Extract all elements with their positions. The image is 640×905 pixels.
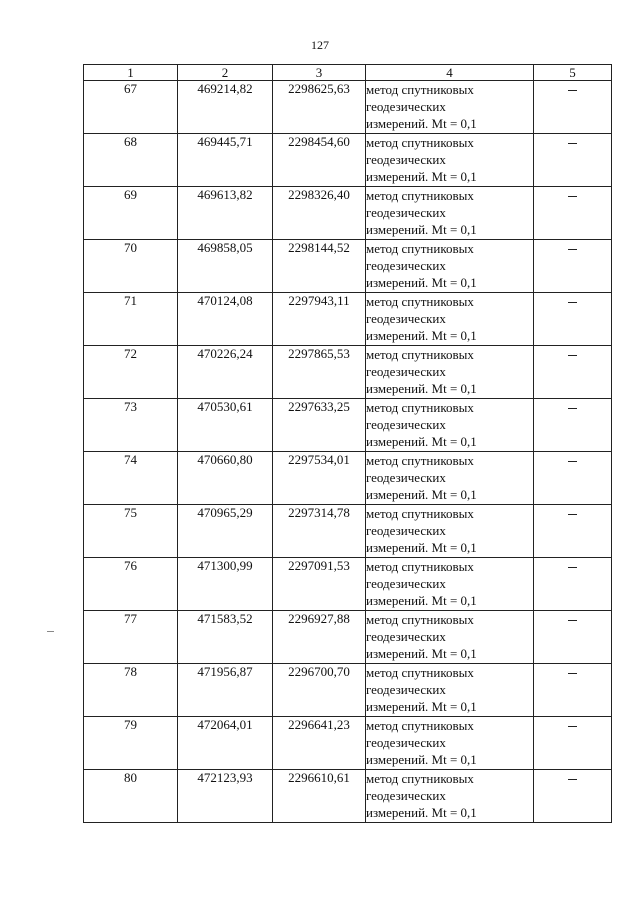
method-line: геодезических (366, 788, 446, 803)
dash-mark (568, 196, 577, 197)
table-row (84, 134, 612, 187)
method-description (366, 611, 534, 664)
table-row (84, 717, 612, 770)
point-number: 67 (84, 81, 178, 134)
method-line: геодезических (366, 99, 446, 114)
note-cell (534, 240, 612, 293)
note-cell (534, 399, 612, 452)
method-description (366, 240, 534, 293)
page-number: 127 (311, 38, 329, 52)
method-line: геодезических (366, 152, 446, 167)
table-row (84, 187, 612, 240)
method-line: измерений. Mt = 0,1 (366, 222, 477, 237)
table-row (84, 81, 612, 134)
table-row (84, 558, 612, 611)
coordinate-y: 2298326,40 (273, 187, 366, 240)
coordinate-x: 469858,05 (178, 240, 273, 293)
method-line: измерений. Mt = 0,1 (366, 275, 477, 290)
method-line: метод спутниковых (366, 241, 474, 256)
method-line: геодезических (366, 417, 446, 432)
dash-mark (568, 249, 577, 250)
point-number: 69 (84, 187, 178, 240)
method-line: метод спутниковых (366, 612, 474, 627)
coordinate-y: 2296927,88 (273, 611, 366, 664)
note-cell (534, 346, 612, 399)
coordinate-y: 2296700,70 (273, 664, 366, 717)
method-description (366, 187, 534, 240)
point-number: 72 (84, 346, 178, 399)
method-line: геодезических (366, 682, 446, 697)
method-line: геодезических (366, 576, 446, 591)
method-line: измерений. Mt = 0,1 (366, 540, 477, 555)
coordinate-y: 2297943,11 (273, 293, 366, 346)
method-description (366, 558, 534, 611)
point-number: 80 (84, 770, 178, 823)
coordinates-table (83, 64, 612, 823)
method-line: геодезических (366, 523, 446, 538)
method-description (366, 293, 534, 346)
method-line: геодезических (366, 205, 446, 220)
coordinate-y: 2297534,01 (273, 452, 366, 505)
coordinate-y: 2297091,53 (273, 558, 366, 611)
coordinate-x: 470124,08 (178, 293, 273, 346)
table-row (84, 505, 612, 558)
point-number: 76 (84, 558, 178, 611)
table-row (84, 399, 612, 452)
table-row (84, 664, 612, 717)
column-header-3: 3 (273, 65, 366, 81)
coordinate-y: 2298625,63 (273, 81, 366, 134)
coordinate-x: 469613,82 (178, 187, 273, 240)
method-description (366, 452, 534, 505)
margin-mark (47, 631, 54, 632)
method-description (366, 346, 534, 399)
note-cell (534, 558, 612, 611)
method-description (366, 770, 534, 823)
method-line: метод спутниковых (366, 559, 474, 574)
method-description (366, 399, 534, 452)
point-number: 78 (84, 664, 178, 717)
note-cell (534, 770, 612, 823)
coordinate-x: 471300,99 (178, 558, 273, 611)
column-header-1: 1 (84, 65, 178, 81)
method-line: измерений. Mt = 0,1 (366, 169, 477, 184)
method-description (366, 134, 534, 187)
table-row (84, 240, 612, 293)
column-header-2: 2 (178, 65, 273, 81)
dash-mark (568, 355, 577, 356)
table-row (84, 611, 612, 664)
dash-mark (568, 726, 577, 727)
point-number: 79 (84, 717, 178, 770)
point-number: 70 (84, 240, 178, 293)
note-cell (534, 664, 612, 717)
coordinate-y: 2296641,23 (273, 717, 366, 770)
note-cell (534, 81, 612, 134)
coordinate-x: 469214,82 (178, 81, 273, 134)
coordinate-y: 2298144,52 (273, 240, 366, 293)
method-line: измерений. Mt = 0,1 (366, 381, 477, 396)
dash-mark (568, 408, 577, 409)
dash-mark (568, 143, 577, 144)
coordinate-x: 469445,71 (178, 134, 273, 187)
method-description (366, 505, 534, 558)
method-line: метод спутниковых (366, 771, 474, 786)
method-line: метод спутниковых (366, 135, 474, 150)
method-line: измерений. Mt = 0,1 (366, 752, 477, 767)
method-line: измерений. Mt = 0,1 (366, 487, 477, 502)
table-row (84, 293, 612, 346)
method-line: измерений. Mt = 0,1 (366, 434, 477, 449)
coordinate-x: 470660,80 (178, 452, 273, 505)
dash-mark (568, 779, 577, 780)
method-description (366, 664, 534, 717)
method-line: метод спутниковых (366, 665, 474, 680)
coordinate-y: 2297314,78 (273, 505, 366, 558)
coordinate-x: 472123,93 (178, 770, 273, 823)
method-line: метод спутниковых (366, 400, 474, 415)
method-line: измерений. Mt = 0,1 (366, 646, 477, 661)
method-line: геодезических (366, 470, 446, 485)
coordinate-y: 2297633,25 (273, 399, 366, 452)
dash-mark (568, 90, 577, 91)
table-row (84, 770, 612, 823)
method-description (366, 81, 534, 134)
note-cell (534, 134, 612, 187)
dash-mark (568, 620, 577, 621)
note-cell (534, 452, 612, 505)
coordinate-x: 470965,29 (178, 505, 273, 558)
table-header-row (84, 65, 612, 81)
coordinate-x: 470530,61 (178, 399, 273, 452)
dash-mark (568, 461, 577, 462)
point-number: 73 (84, 399, 178, 452)
method-line: геодезических (366, 629, 446, 644)
method-line: геодезических (366, 311, 446, 326)
method-line: измерений. Mt = 0,1 (366, 328, 477, 343)
dash-mark (568, 514, 577, 515)
method-line: метод спутниковых (366, 506, 474, 521)
coordinate-y: 2296610,61 (273, 770, 366, 823)
method-line: метод спутниковых (366, 294, 474, 309)
coordinate-y: 2297865,53 (273, 346, 366, 399)
point-number: 74 (84, 452, 178, 505)
dash-mark (568, 567, 577, 568)
coordinate-x: 471583,52 (178, 611, 273, 664)
method-line: метод спутниковых (366, 453, 474, 468)
note-cell (534, 611, 612, 664)
method-line: измерений. Mt = 0,1 (366, 116, 477, 131)
table-row (84, 452, 612, 505)
table-body (84, 81, 612, 823)
point-number: 77 (84, 611, 178, 664)
note-cell (534, 293, 612, 346)
column-header-4: 4 (366, 65, 534, 81)
method-line: измерений. Mt = 0,1 (366, 805, 477, 820)
note-cell (534, 717, 612, 770)
method-line: геодезических (366, 258, 446, 273)
method-line: геодезических (366, 364, 446, 379)
coordinate-y: 2298454,60 (273, 134, 366, 187)
coordinate-x: 470226,24 (178, 346, 273, 399)
note-cell (534, 505, 612, 558)
method-line: измерений. Mt = 0,1 (366, 593, 477, 608)
point-number: 75 (84, 505, 178, 558)
table-row (84, 346, 612, 399)
method-line: метод спутниковых (366, 718, 474, 733)
note-cell (534, 187, 612, 240)
method-line: измерений. Mt = 0,1 (366, 699, 477, 714)
point-number: 71 (84, 293, 178, 346)
column-header-5: 5 (534, 65, 612, 81)
dash-mark (568, 302, 577, 303)
method-line: метод спутниковых (366, 347, 474, 362)
method-line: геодезических (366, 735, 446, 750)
method-description (366, 717, 534, 770)
point-number: 68 (84, 134, 178, 187)
method-line: метод спутниковых (366, 188, 474, 203)
dash-mark (568, 673, 577, 674)
coordinate-x: 472064,01 (178, 717, 273, 770)
coordinate-x: 471956,87 (178, 664, 273, 717)
method-line: метод спутниковых (366, 82, 474, 97)
